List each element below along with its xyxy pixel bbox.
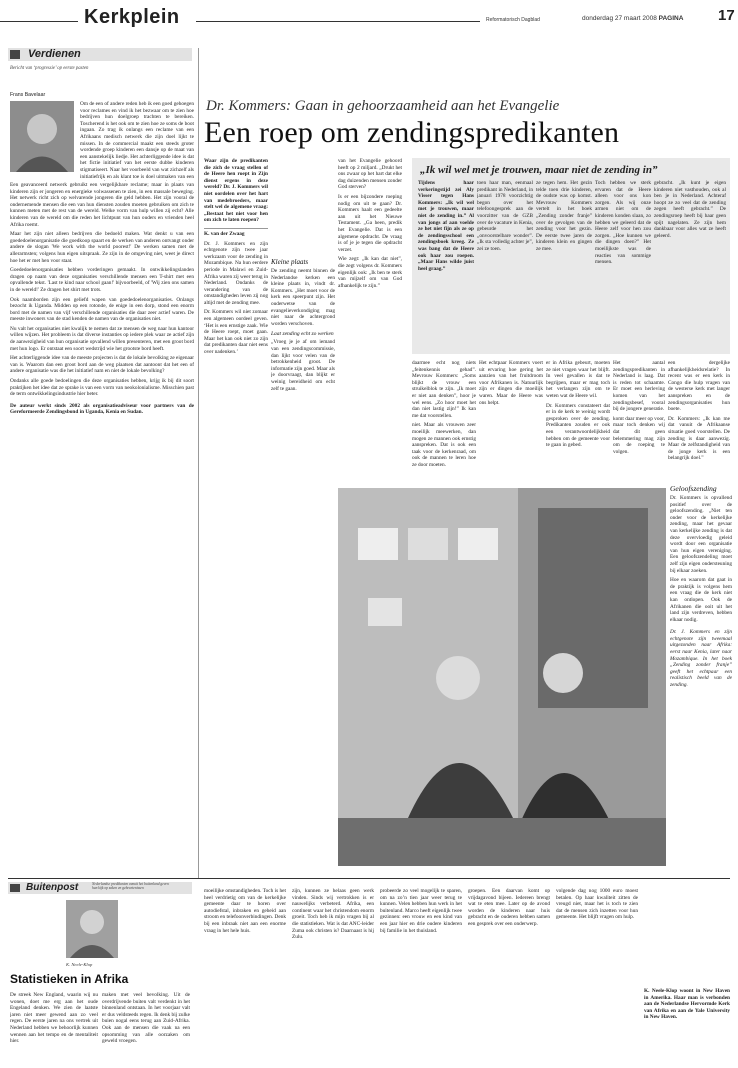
feature-col-1 — [204, 158, 268, 518]
feature-col3-text: van het Evangelie gehoord heeft op 2 miljard. „Drukt het ons zwaar op het hart dat elke dag duizenden mensen zonder God sterven? — [338, 158, 402, 191]
feature-col3-text-c: Wie zegt: „Ik kan dat niet”, die zegt volgens dr. Kommers eigenlijk ook: „Ik ben te sterk van mijzelf om van God afhankelijk te zijn.” — [338, 256, 402, 289]
pull-quote: „Ik wil wel met je trouwen, maar niet de zending in” — [420, 164, 658, 176]
mid-col1-text-b: niet. Maar als vrouwen zeer moeilijk meewerken, dan mogen ze mannen ook ernstig aanspreken. Dat is ook een taak voor de kerkenraad, om ook de mannen te leren hoe ze door moeten. — [412, 422, 476, 468]
author-photo — [10, 101, 74, 172]
geloofszending-heading: Geloofszending — [670, 484, 717, 493]
issue-date — [582, 15, 683, 22]
verdienen-body-lower — [10, 182, 194, 870]
buitenpost-col-8 — [644, 888, 730, 1062]
feature-col3-text-b: Is er een bijzondere roeping nodig om uit te gaan? Dr. Kommers haalt een gedeelte aan uit het Nieuwe Testament. „Ga heen, predik het Evangelie. Dat is een algemene opdracht. De vraag is of je je tegen die opdracht verzet. — [338, 193, 402, 253]
feature-byline: K. van der Zwaag — [204, 230, 245, 237]
buitenpost-headline: Statistieken in Afrika — [10, 972, 129, 986]
buitenpost-title: Buitenpost — [26, 882, 79, 893]
right-col-text: een dergelijke afhankelijkheidsrelatie? In recent was er een kerk in Congo die hulp vragen van de westerse kerk met langer aanspreken en de zendingsorganisaties hun boete. — [668, 360, 730, 413]
buitenpost-col-4 — [292, 888, 374, 1062]
left-column-divider — [198, 48, 199, 878]
buitenpost-footnote: K. Neele-Klop woont in New Haven in Amerika. Haar man is verbonden aan de Nederlandse Hervormde Kerk van Afrika en aan de Yale University in New Haven. — [644, 988, 730, 1021]
buitenpost-author-caption: K. Neele-Klop — [66, 962, 93, 967]
buitenpost-col-1 — [10, 992, 98, 1062]
feature-lead: Waar zijn de predikanten die zich de vraag stellen of de Heere hen roept in Zijn dienst ergens in deze wereld? Dr. J. Kommers wil niet oordelen over het hart van medebroeders, maar stelt wel de algemene vraag: „Bestaat het niet voor hen om zich te laten roepen? — [204, 158, 268, 224]
feature-col-2 — [271, 158, 335, 518]
feature-col1-text-b: Dr. Kommers wil niet zomaar een algemeen oordeel geven. ‘Het is een ernstige zaak. Wie de Heere roept, moet gaan. Maar het kan ook niet zo zijn dat predikanten daar niet eens over nadenken.’ — [204, 309, 268, 356]
masthead-mid-rule — [196, 21, 480, 22]
verdienen-paragraph-8: Ondanks alle goede bedoelingen die deze organisaties hebben, krijg ik bij dit soort praktijken het idee dat ze sprake is van een vorm van neokolonialisme. Misschien past de term ontwikkelingsindustrie hier beter. — [10, 378, 194, 398]
buitenpost-mark-icon — [10, 884, 20, 892]
box-col-2 — [477, 180, 533, 350]
box-col4-text: Toch hebben we sterk ervaren dat de Heere alleen voor ons kon zorgen. Als wij onze armen niet om de kinderen konden slaan, zo hebben we geleerd dat de Heere zelf voor hen zou zorgen. „Hoe kunnen we die dingen doen?” Het moeilijkste was de reacties van sommige mensen. — [595, 180, 651, 266]
feature-col-3 — [338, 158, 402, 518]
section-title: Kerkplein — [84, 6, 180, 28]
verdienen-paragraph-6: Nu valt het organisaties niet kwalijk te nemen dat ze mensen de weg naar hun kantoor willen wijzen. Het probleem is dat diverse instanties op iedere plek waar ze actief zijn de aanwezigheid van hun organisatie opvallend willen presenteren, met een groot bord met hun logo. Er ontstaat een soort wedstrijd wie het grootste bord heeft. — [10, 325, 194, 352]
couple-photo — [338, 488, 666, 866]
box-col-3 — [536, 180, 592, 350]
buitenpost-portrait-icon — [66, 900, 118, 958]
box-col-5 — [654, 180, 726, 350]
mid-col-2 — [479, 360, 543, 480]
buitenpost-col1-text: De streek New England, waarin wij nu wonen, doet me erg aan het oude Engeland denken. We zien de laatste jaren niet meer gewend aan zo veel regen. De eerste jaren na ons vertrek uit Nederland hebben we behoorlijk kunnen wennen aan het tempo en de mentaliteit hier. — [10, 992, 98, 1045]
buitenpost-col-7 — [556, 888, 638, 1062]
mid-col3-text-b: Dr. Kommers constateert dat er in de kerk te weinig wordt gesproken over de zending. Predikanten zouden er ook een verantwoordelijkheid hebben om de gemeente voor te gaan in gebed. — [546, 402, 610, 449]
verdienen-paragraph-3: Maar het zijn niet alleen bedrijven die bedoeld maken. Wat denkt u van een goededoelenorganisatie die goedkoop spaart en de werken van anderen ontvangt onder andere de slogan 'We work with the world poorest!' De werken samen met de allerarmsten; volgens hun eigen uitspraak. Ze zijn in de omgeving niet, weet je direct hoe het er met hen voor staat. — [10, 231, 194, 264]
mid-col4-text-b: komt daar meer op voor, maar toch denken wij dat dit geen belemmering mag zijn om de roeping te volgen. — [613, 415, 665, 455]
box-col5-text: gebracht. „Ik kunt je eigen kinderen niet vasthouden, ook al ben je in Nederland. Achteraf hoopt ze zo veel dat de zending zegen heeft gebracht.” De zendingsroep heeft bij haar geen spijt nagelaten. Ze zijn hem dankbaar voor alles wat ze heeft geleerd. — [654, 180, 726, 239]
buitenpost-col7-text: volgende dag nog 1000 euro moest betalen. Op haar kwaliteit zitten de vreugd niet, maar het is toch te zien dat de mensen zich inzetten voor hun gemeente. Het blijft vragen om hulp. — [556, 888, 638, 921]
buitenpost-col3-text: moeilijke omstandigheden. Toch is het heel verdrietig om van de kerkelijke gemeente daar te horen over autodiefstal, inbraken en geheid aan stroom en telefoonverbindingen. Denk bij een inbraak niet aan een enorme vraag in het hele huis. — [204, 888, 286, 934]
feature-col1-text: Dr. J. Kommers en zijn echtgenote zijn twee jaar werkzaam voor de zending in Mozambique. Na hun eerdere periode in Malawi en Zuid-Afrika waren zij weer terug in Nederland. Ondanks de verandering van de omstandigheden leven zij nog altijd met de zending mee. — [204, 240, 268, 306]
paper-name: Reformatorisch Dagblad — [486, 17, 540, 23]
buitenpost-col6-text: groepen. Een daarvan komt op vrijdagavond bijeen. Iedereen brengt wat te eten mee. Later op de avond worden de kinderen naar huis gebracht en de ouderen hebben samen een gesprek over een onderwerp. — [468, 888, 550, 927]
geloofszending-text: Dr. Kommers is opvallend positief over de geloofszending. „Niet ten onder voor de kerkelijke zending, maar het gevaar van kerkelijke zending is dat deze overvloedig geleid wordt door een organisatie van hun eigen vereniging. Een geloofszendeling moet zelf zijn eigen ondersteuning bij elkaar zoeken. — [670, 495, 732, 574]
feature-kicker: Dr. Kommers: Gaan in gehoorzaamheid aan het Evangelie — [206, 98, 560, 114]
verdienen-lead-text: Om de een of andere reden heb ik een goed gehoegen voor reclames en vind ik het bezwaar om te zien hoe bedrijven hun doelgroep trachten te bereiken. Toscherend is het ook om te zien hoe ze soms de boot ingaan. Zo trag ik onlangs een reclame van een Afrikaans medisch netwerk die zijn doel lijkt te missen. In de commercial maakt een steeds groter wordende groep kinderen een dansje op de maat van een aanstekelijk liedje. Het achterliggende idee is dat het fictie initiatief van het eerste dubbe kinderen stigmatiseert. Naar het voorbeeld van wat zichzelf als initiatiefrijk en als klant toe is doel uitmaken van een — [80, 101, 194, 180]
photo-caption: Dr. J. Kommers en zijn echtgenote zijn tweemaal uitgezonden naar Afrika: eerst naar Kenia, later naar Mozambique. In het boek „Zending zonder franje” geeft het echtpaar een realistisch beeld van de zending. — [670, 629, 732, 689]
mid-col2-text: Het echtpaar Kommers voert uit ervaring hoe gering het aanzien van het fruitdroom voor Afrikanen is. Natuurlijk zijn er dingen die moeilijk waren. Maar de Heere was ons helpt. — [479, 360, 543, 406]
box-col3-text: ze tegen hem. Het gezin telde toen drie kinderen, de oudste was op komst. Mevrouw Kommers vertelt in het boek „Zending zonder franje” over de gevolgen van de zending voor het gezin. De eerste twee jaren de kinderen klein en gingen ze mee. — [536, 180, 592, 252]
verdienen-author-note: De auteur werkt sinds 2002 als organisatieadviseur voor partners van de Gereformeerde Zendingsbond in Uganda, Kenia en Sudan. — [10, 402, 194, 416]
verdienen-body — [80, 101, 194, 181]
verdienen-subtitle: Bericht van ‘progressie’ op eerste pasten — [10, 66, 89, 71]
buitenpost-col5-text: probeerde zo veel mogelijk te sparen, om na zo’n tien jaar weer terug te kunnen. Velen hebben hun werk in het buitenland. Marco heeft eigenlijk twee gezinnen: een vrouw en een kind van een jaar hier en drie oudere kinderen bij familie in het thuisland. — [380, 888, 462, 934]
box-col-4 — [595, 180, 651, 350]
mid-col-1 — [412, 360, 476, 480]
feature-headline: Een roep om zendingspredikanten — [204, 116, 620, 149]
verdienen-paragraph-4: Goededoelenorganisaties hebben vorderingen gemaakt. In ontwikkelingslanden dragen op naam van deze organisaties verschillende mensen een T-shirt met een opvallende tekst. 'Last te kind naar school gaan!' bijvoorbeeld, of 'Wij zien ons samen in de wereld!' Ze dragen het shirt met trots. — [10, 267, 194, 293]
bottom-section-rule — [8, 878, 730, 879]
feature-col2-text-b: „Vroeg je je af om iemand van een zendingscommissie, dan lijkt voor velen van de betrokkenheid groot. De informatie zijn goed. Maar als je doorvraagt, dan blijkt er weinig bereidheid om echt zelf te gaan. — [271, 339, 335, 392]
verdienen-title: Verdienen — [28, 48, 81, 60]
buitenpost-col-6 — [468, 888, 550, 1062]
mid-col3-text: er in Afrika gebeurt, moeten ze niet vragen waar het blijft. In veel gevallen is dat te begrijpen, maar er mag toch het verlangen zijn om te weten wat de Heere wil. — [546, 360, 610, 399]
box-col2-text: toen haar man, eenmaal predikant in Nederland, in januari 1978 voorzichtig begon over het telefoongesprek aan de voorzitter van de GZB over de vacature in Kenia, gebeurde het „onvoorstelbare wonder”. „Ik sta volledig achter je”, zei ze toen. — [477, 180, 533, 252]
right-col-top — [668, 360, 730, 480]
mid-col1-text: daarmee echt nog niets „feitenkennis gehad”. Mevrouw Kommers: „Soms blijkt de vrouw een struikelblok te zijn. „Ik moet er niet aan denken”, hoor je wel eens. „Zo hoor moet het dan niet lastig zijn!” Ik kan me dat voorstellen. — [412, 360, 476, 419]
verdienen-paragraph-5: Ook naamborden zijn een geliefd wapen van goededoelenorganisaties. Onlangs bezocht ik Uganda. Midden op een rotonde, de enige in een dorp, stond een enorm bord met de namen van vijf verschillende organisaties die daar zeer actief waren. De meeste inwoners van de stad kenden de namen van de organisaties niet. — [10, 296, 194, 323]
couple-photo-icon — [338, 488, 666, 866]
date-text: donderdag 27 maart 2008 — [582, 15, 657, 22]
right-col-text-b: Dr. Kommers: „Ik kan me dat vanuit de Afrikaanse situatie goed voorstellen. De zending is daar aanwezig. Maar de zelfstandigheid van de jonge kerk is een belangrijk doel.” — [668, 415, 730, 462]
feature-col2-text: De zending neemt binnen de Nederlandse kerken een kleine plaats in, vindt dr. Kommers. „Het moet voor de kerk een speerpunt zijn. Het ouderwetse van de evangelieverkondiging mag niet naar de achtergrond worden verschoven. — [271, 268, 335, 327]
buitenpost-col2-text: maken met veel bevolking. Uit de overdrijvende buiten valt verdenkt in het binnenland ontstaan. In het voorjaar valt er dus veldsteeds regen. Ik denk bij zulke buien nogal eens terug aan Zuid-Afrika. Ook aan de mensen die vaak na een opsomming van alle oorzaken om geweld vroegen. — [102, 992, 190, 1045]
verdienen-paragraph-2: Een geavanceerd netwerk gebruikt een vergelijkbare reclame; maar in plaats van kinderen zijn er jongeren en energieke volwassenen te zien, in een massale beweging. Het netwerk richt zich op welvarende jongeren die geld hebben. Het zijn vooral de ondernemende mensen die een van hun diensten zouden moeten gebruiken om zich te kunnen meten met de rest van de wereld. Welke vorm van hulp willen zij echt? Alle kinderen van de wereld om die reden het lichtpunt van hun ouders en vrienden heel Afrika roemt. — [10, 182, 194, 228]
masthead-left-rule — [0, 21, 78, 22]
geloofszending-col — [670, 484, 732, 874]
box-col1-text: Tijdens haar verkeringstijd zei Aly Visser tegen Hans Kommers: „Ik wil wel met je trouwen, maar niet de zending in.” Al van jongs af aan voelde ze het niet fijn als ze op de zendingsschool een zendingsboek kreeg. Ze was bang dat de Heere ook haar zou roepen. „Maar Hans wilde juist heel graag.” — [418, 180, 474, 272]
buitenpost-col-5 — [380, 888, 462, 1062]
mid-col-4 — [613, 360, 665, 480]
kleine-plaats-heading: Kleine plaats — [271, 258, 309, 266]
masthead — [0, 0, 738, 44]
byline-rule — [204, 228, 268, 229]
geloofszending-text-b: Hoe en waarom dat gaat in de praktijk is volgens hem een vraag die de kerk niet kan ontlopen. Ook de Afrikanen die ooit uit het land zijn verdreven, hebben elkaar nodig. — [670, 577, 732, 623]
mid-col-3 — [546, 360, 610, 480]
verdienen-author: Frans Bavelaar — [10, 92, 46, 98]
mid-col4-text: Het aantal zendingspredikanten in Nederland is laag. Dat is reden tot schaamte. Er moet een herleving komen van het zendingsbesef, vooral bij de jongere generatie. — [613, 360, 665, 413]
page-number: 17 — [718, 7, 735, 24]
buitenpost-author-photo — [66, 900, 118, 958]
buitenpost-col-2 — [102, 992, 190, 1062]
box-col-1 — [418, 180, 474, 350]
page-label: PAGINA — [658, 15, 684, 22]
buitenpost-col4-text: zijn, kunnen ze helaas geen werk vinden. Sinds wij vertrokken is er nauwelijks verbeterd. Afrika, een continent waar het christendom enorm groeit. Toch heb ik mijn vragen bij al die statistieken. Wat is dat ANC-leider Zuma ook christen is? Daarnaast is hij Zulu. — [292, 888, 374, 941]
buitenpost-tagline: Nederlandse predikanten vanuit het buitenland geven hun kijk op zaken en gebeurtenissen — [92, 882, 169, 891]
buitenpost-col-3 — [204, 888, 286, 1062]
verdienen-mark-icon — [10, 50, 20, 59]
verdienen-paragraph-7: Het achterliggende idee van de meeste projecten is dat de lokale bevolking ze eigenaar van is. Waarom dan een groot bord aan de weg plaatsen dat aantoont dat het een of andere organisatie was die het initiatief nam en niet de lokale bevolking? — [10, 355, 194, 375]
laat-zending-heading: Laat zending echt zo werken — [271, 331, 334, 338]
author-portrait-icon — [10, 101, 74, 172]
